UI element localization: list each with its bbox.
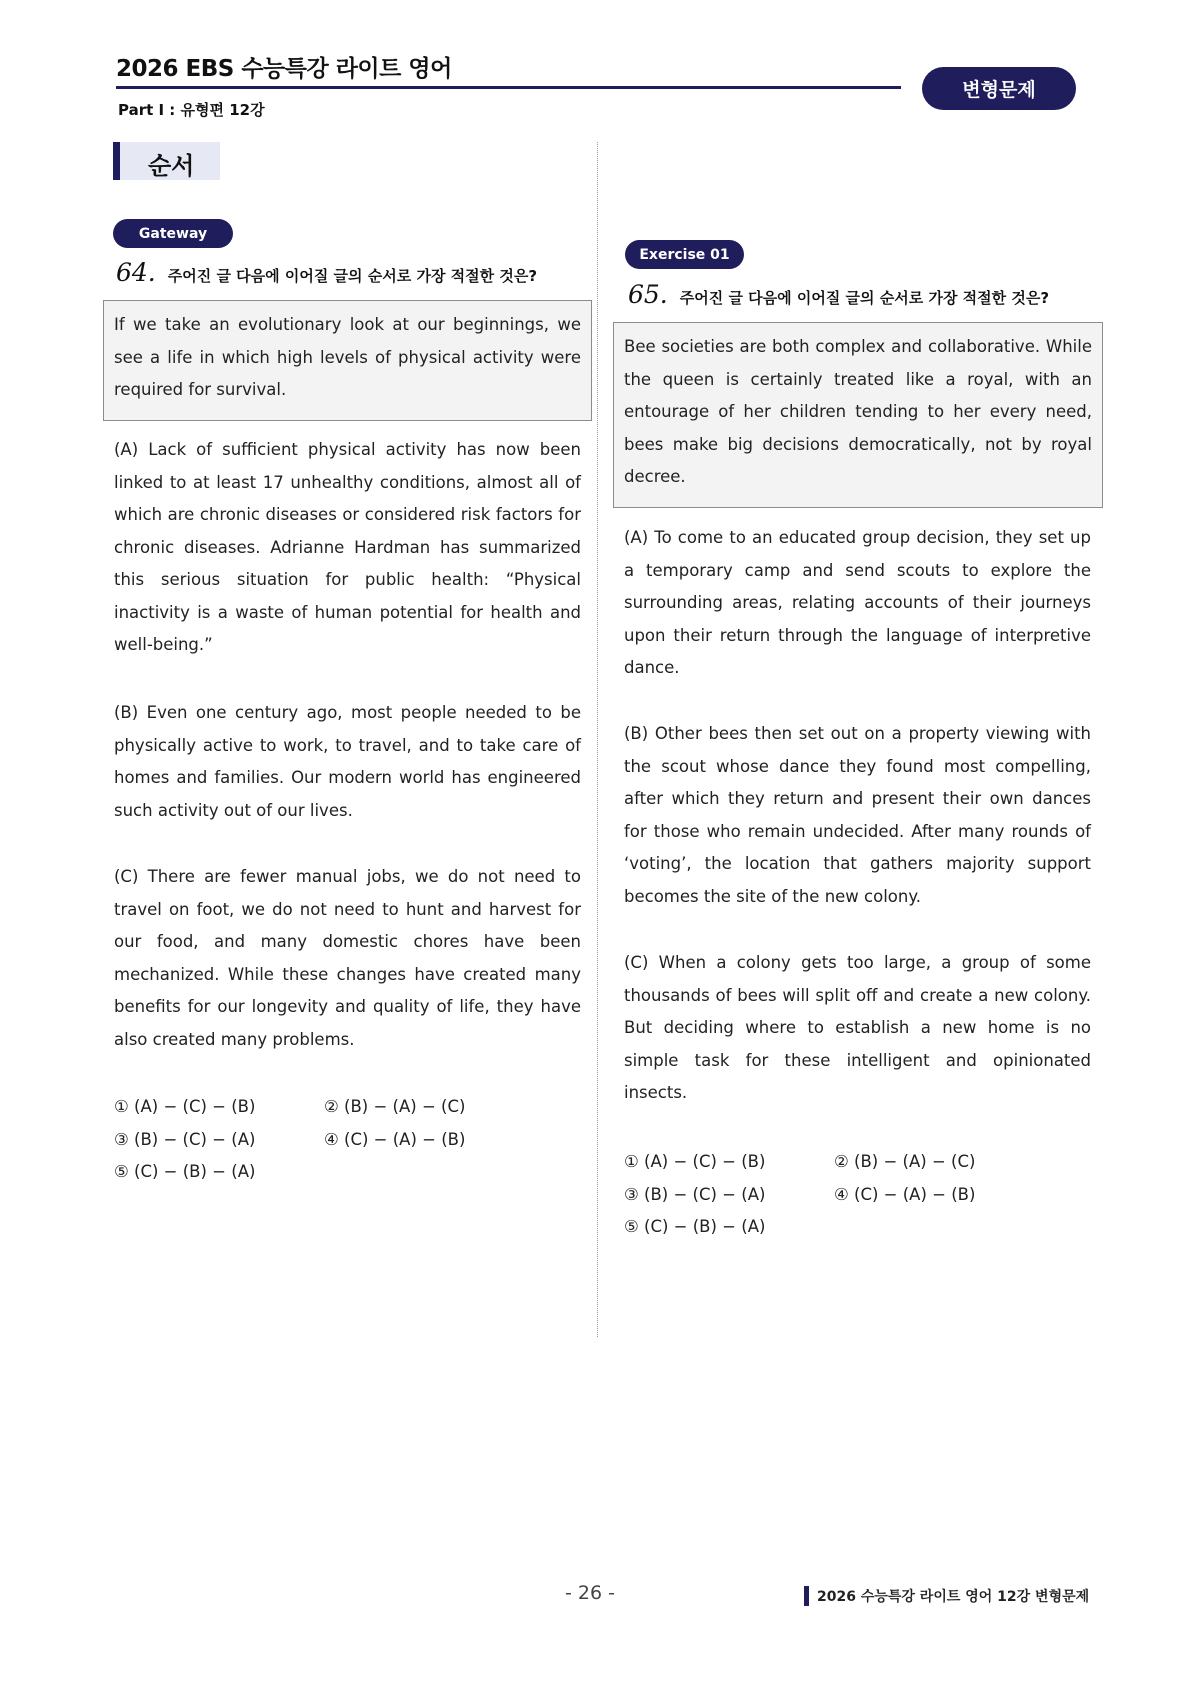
title-rule	[116, 86, 901, 89]
column-divider	[597, 142, 598, 1337]
choice-2[interactable]: ② (B) − (A) − (C)	[324, 1097, 466, 1116]
paragraph-a: (A) To come to an educated group decision, they set up a temporary camp and send scouts to explore the surrounding areas, relating accounts of their journeys upon their return through the language of interpretive dance.	[624, 528, 1091, 677]
answer-choices	[624, 1146, 1044, 1244]
paragraph-c: (C) When a colony gets too large, a group of some thousands of bees will split off and create a new colony. But deciding where to establish a new home is no simple task for these intelligent and opinionated insects.	[624, 953, 1091, 1102]
choice-4[interactable]: ④ (C) − (A) − (B)	[834, 1184, 976, 1204]
given-passage: If we take an evolutionary look at our beginnings, we see a life in which high levels of physical activity were required for survival.	[103, 300, 592, 421]
question-number: 65.	[628, 280, 668, 309]
given-passage: Bee societies are both complex and collaborative. While the queen is certainly treated like a royal, with an entourage of her children tending to her every need, bees make big decisions democratically, not by royal decree.	[613, 322, 1103, 508]
choice-3[interactable]: ③ (B) − (C) − (A)	[114, 1129, 256, 1149]
gateway-tag: Gateway	[113, 219, 233, 248]
paragraph-b: (B) Even one century ago, most people needed to be physically active to work, to travel, and to take care of homes and families. Our modern world has engineered such activity out of our lives.	[114, 703, 581, 820]
paragraph-b: (B) Other bees then set out on a property viewing with the scout whose dance they found most compelling, after which they return and present their own dances for those who remain undecided. After many rounds of ‘voting’, the location that gathers majority support becomes the site of the new colony.	[624, 724, 1091, 906]
question-65	[628, 280, 1049, 309]
choice-1[interactable]: ① (A) − (C) − (B)	[624, 1152, 766, 1171]
section-heading	[113, 142, 220, 180]
footer-bar	[804, 1586, 809, 1606]
document-title: 2026 EBS 수능특강 라이트 영어	[116, 56, 452, 82]
question-64	[116, 258, 537, 287]
variant-badge: 변형문제	[922, 67, 1076, 110]
footer-text: 2026 수능특강 라이트 영어 12강 변형문제	[817, 1589, 1090, 1605]
choice-2[interactable]: ② (B) − (A) − (C)	[834, 1152, 976, 1171]
part-subtitle: Part Ⅰ : 유형편 12강	[118, 101, 265, 119]
answer-choices	[114, 1091, 534, 1189]
question-prompt: 주어진 글 다음에 이어질 글의 순서로 가장 적절한 것은?	[679, 289, 1050, 307]
paragraph-c: (C) There are fewer manual jobs, we do not need to travel on foot, we do not need to hunt and harvest for our food, and many domestic chores have been mechanized. While these changes have created many benefits for our longevity and quality of life, they have also created many problems.	[114, 867, 581, 1049]
section-title: 순서	[148, 152, 195, 180]
choice-4[interactable]: ④ (C) − (A) − (B)	[324, 1129, 466, 1149]
choice-5[interactable]: ⑤ (C) − (B) − (A)	[624, 1217, 766, 1236]
paragraph-a: (A) Lack of sufficient physical activity has now been linked to at least 17 unhealthy conditions, almost all of which are chronic diseases or considered risk factors for chronic diseases. Adrianne Hardman has summarized this serious situation for public health: “Physical inactivity is a waste of human potential for health and well-being.”	[114, 440, 581, 654]
exercise-tag: Exercise 01	[625, 240, 744, 269]
footer-label	[804, 1586, 1089, 1606]
section-heading-bar	[113, 142, 120, 180]
choice-5[interactable]: ⑤ (C) − (B) − (A)	[114, 1162, 256, 1181]
choice-3[interactable]: ③ (B) − (C) − (A)	[624, 1184, 766, 1204]
choice-1[interactable]: ① (A) − (C) − (B)	[114, 1097, 256, 1116]
question-number: 64.	[116, 258, 156, 287]
page-number: - 26 -	[565, 1582, 615, 1604]
question-prompt: 주어진 글 다음에 이어질 글의 순서로 가장 적절한 것은?	[167, 267, 538, 285]
